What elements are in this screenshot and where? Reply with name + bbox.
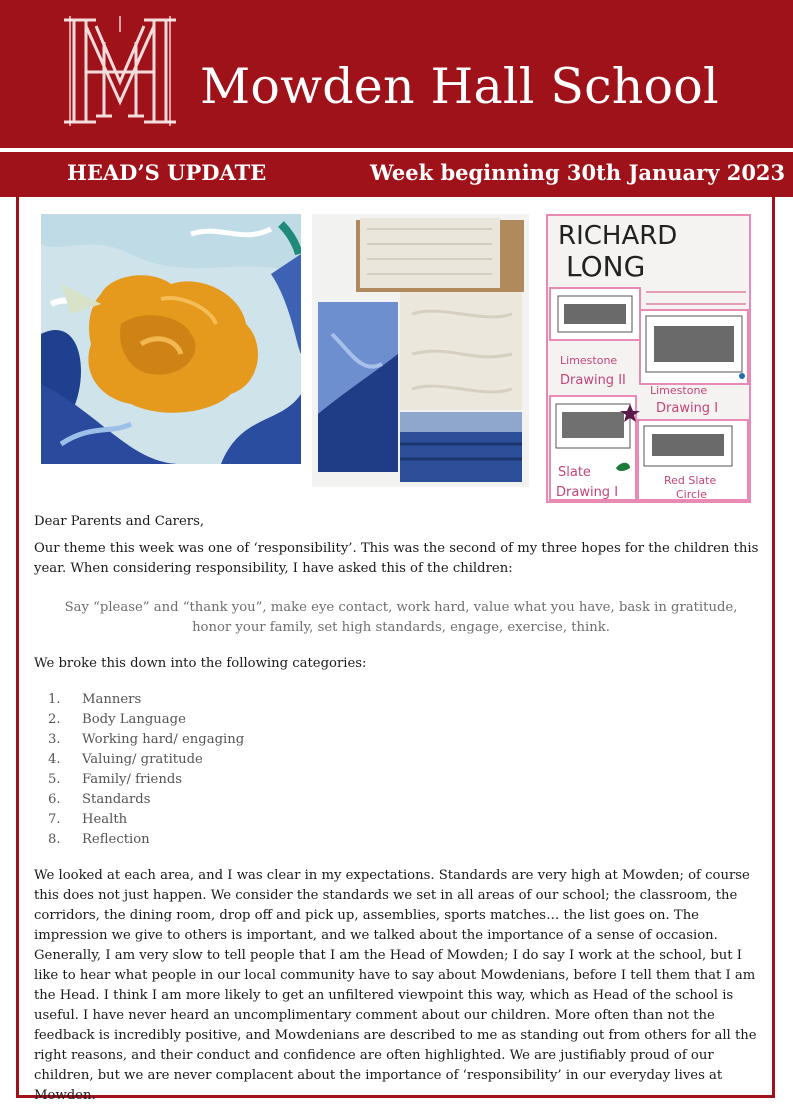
list-text: Working hard/ engaging: [82, 732, 245, 747]
list-number: 5.: [48, 772, 61, 787]
list-number: 6.: [48, 792, 61, 807]
svg-text:RICHARD: RICHARD: [558, 221, 678, 251]
list-item: [34, 830, 434, 850]
texture-tiles-photo: [312, 214, 529, 487]
list-item: [34, 790, 434, 810]
svg-text:Drawing II: Drawing II: [560, 373, 626, 388]
list-text: Family/ friends: [82, 772, 183, 787]
mh-monogram-logo: [56, 12, 184, 130]
list-text: Valuing/ gratitude: [82, 752, 203, 767]
list-item: [34, 750, 434, 770]
list-text: Manners: [82, 692, 142, 707]
list-text: Body Language: [82, 712, 186, 727]
hopes-quote: Say “please” and “thank you”, make eye contact, work hard, value what you have, bask in gratitude, honor your family, set high standards, engage, exercise, think.: [64, 600, 738, 635]
masthead: [0, 0, 793, 148]
list-number: 7.: [48, 812, 61, 827]
svg-text:Slate: Slate: [558, 465, 591, 480]
svg-text:Drawing I: Drawing I: [556, 485, 619, 500]
categories-list: [34, 690, 434, 850]
svg-text:LONG: LONG: [566, 250, 646, 283]
closing-paragraph: We looked at each area, and I was clear in my expectations. Standards are very high at Mowden; of course this does not just happen. We consider the standards we set in all areas of our school; the classroom, the corridors, the dining room, drop off and pick up, assemblies, sports matches… the list goes on. The impression we give to others is important, and we talked about the importance of a sense of occasion. Generally, I am very slow to tell people that I am the Head of Mowden; I do say I work at the school, but I like to hear what people in our local community have to say about Mowdenians, before I tell them that I am the Head. I think I am more likely to get an unfiltered viewpoint this way, which as Head of the school is useful. I have never heard an uncomplimentary comment about our children. More often than not the feedback is incredibly positive, and Mowdenians are described to me as standing out from others for all the right reasons, and their conduct and confidence are often highlighted. We are justifiably proud of our children, but we are never complacent about the importance of ‘responsibility’ in our everyday lives at Mowden.: [34, 868, 757, 1103]
list-number: 4.: [48, 752, 61, 767]
newsletter-title: HEAD’S UPDATE: [67, 160, 267, 185]
orange-paint-artwork-photo: [41, 214, 301, 464]
school-name: Mowden Hall School: [200, 58, 719, 115]
list-item: [34, 730, 434, 750]
richard-long-display-photo: [546, 214, 751, 503]
list-number: 3.: [48, 732, 61, 747]
list-item: [34, 710, 434, 730]
list-text: Health: [82, 812, 128, 827]
week-label: Week beginning 30th January 2023: [370, 160, 786, 185]
list-item: [34, 770, 434, 790]
salutation: Dear Parents and Carers,: [34, 514, 205, 529]
list-number: 2.: [48, 712, 61, 727]
intro-paragraph: Our theme this week was one of ‘responsibility’. This was the second of my three hopes for the children this year. When considering responsibility, I have asked this of the children:: [34, 541, 759, 576]
svg-text:Drawing I: Drawing I: [656, 401, 719, 416]
svg-text:Limestone: Limestone: [650, 384, 708, 397]
list-number: 1.: [48, 692, 61, 707]
svg-text:Red Slate: Red Slate: [664, 474, 717, 487]
list-item: [34, 810, 434, 830]
svg-text:Limestone: Limestone: [560, 354, 618, 367]
svg-text:Circle: Circle: [676, 488, 707, 501]
list-item: [34, 690, 434, 710]
categories-intro: We broke this down into the following categories:: [34, 656, 367, 671]
list-text: Standards: [82, 792, 151, 807]
list-number: 8.: [48, 832, 61, 847]
list-text: Reflection: [82, 832, 150, 847]
